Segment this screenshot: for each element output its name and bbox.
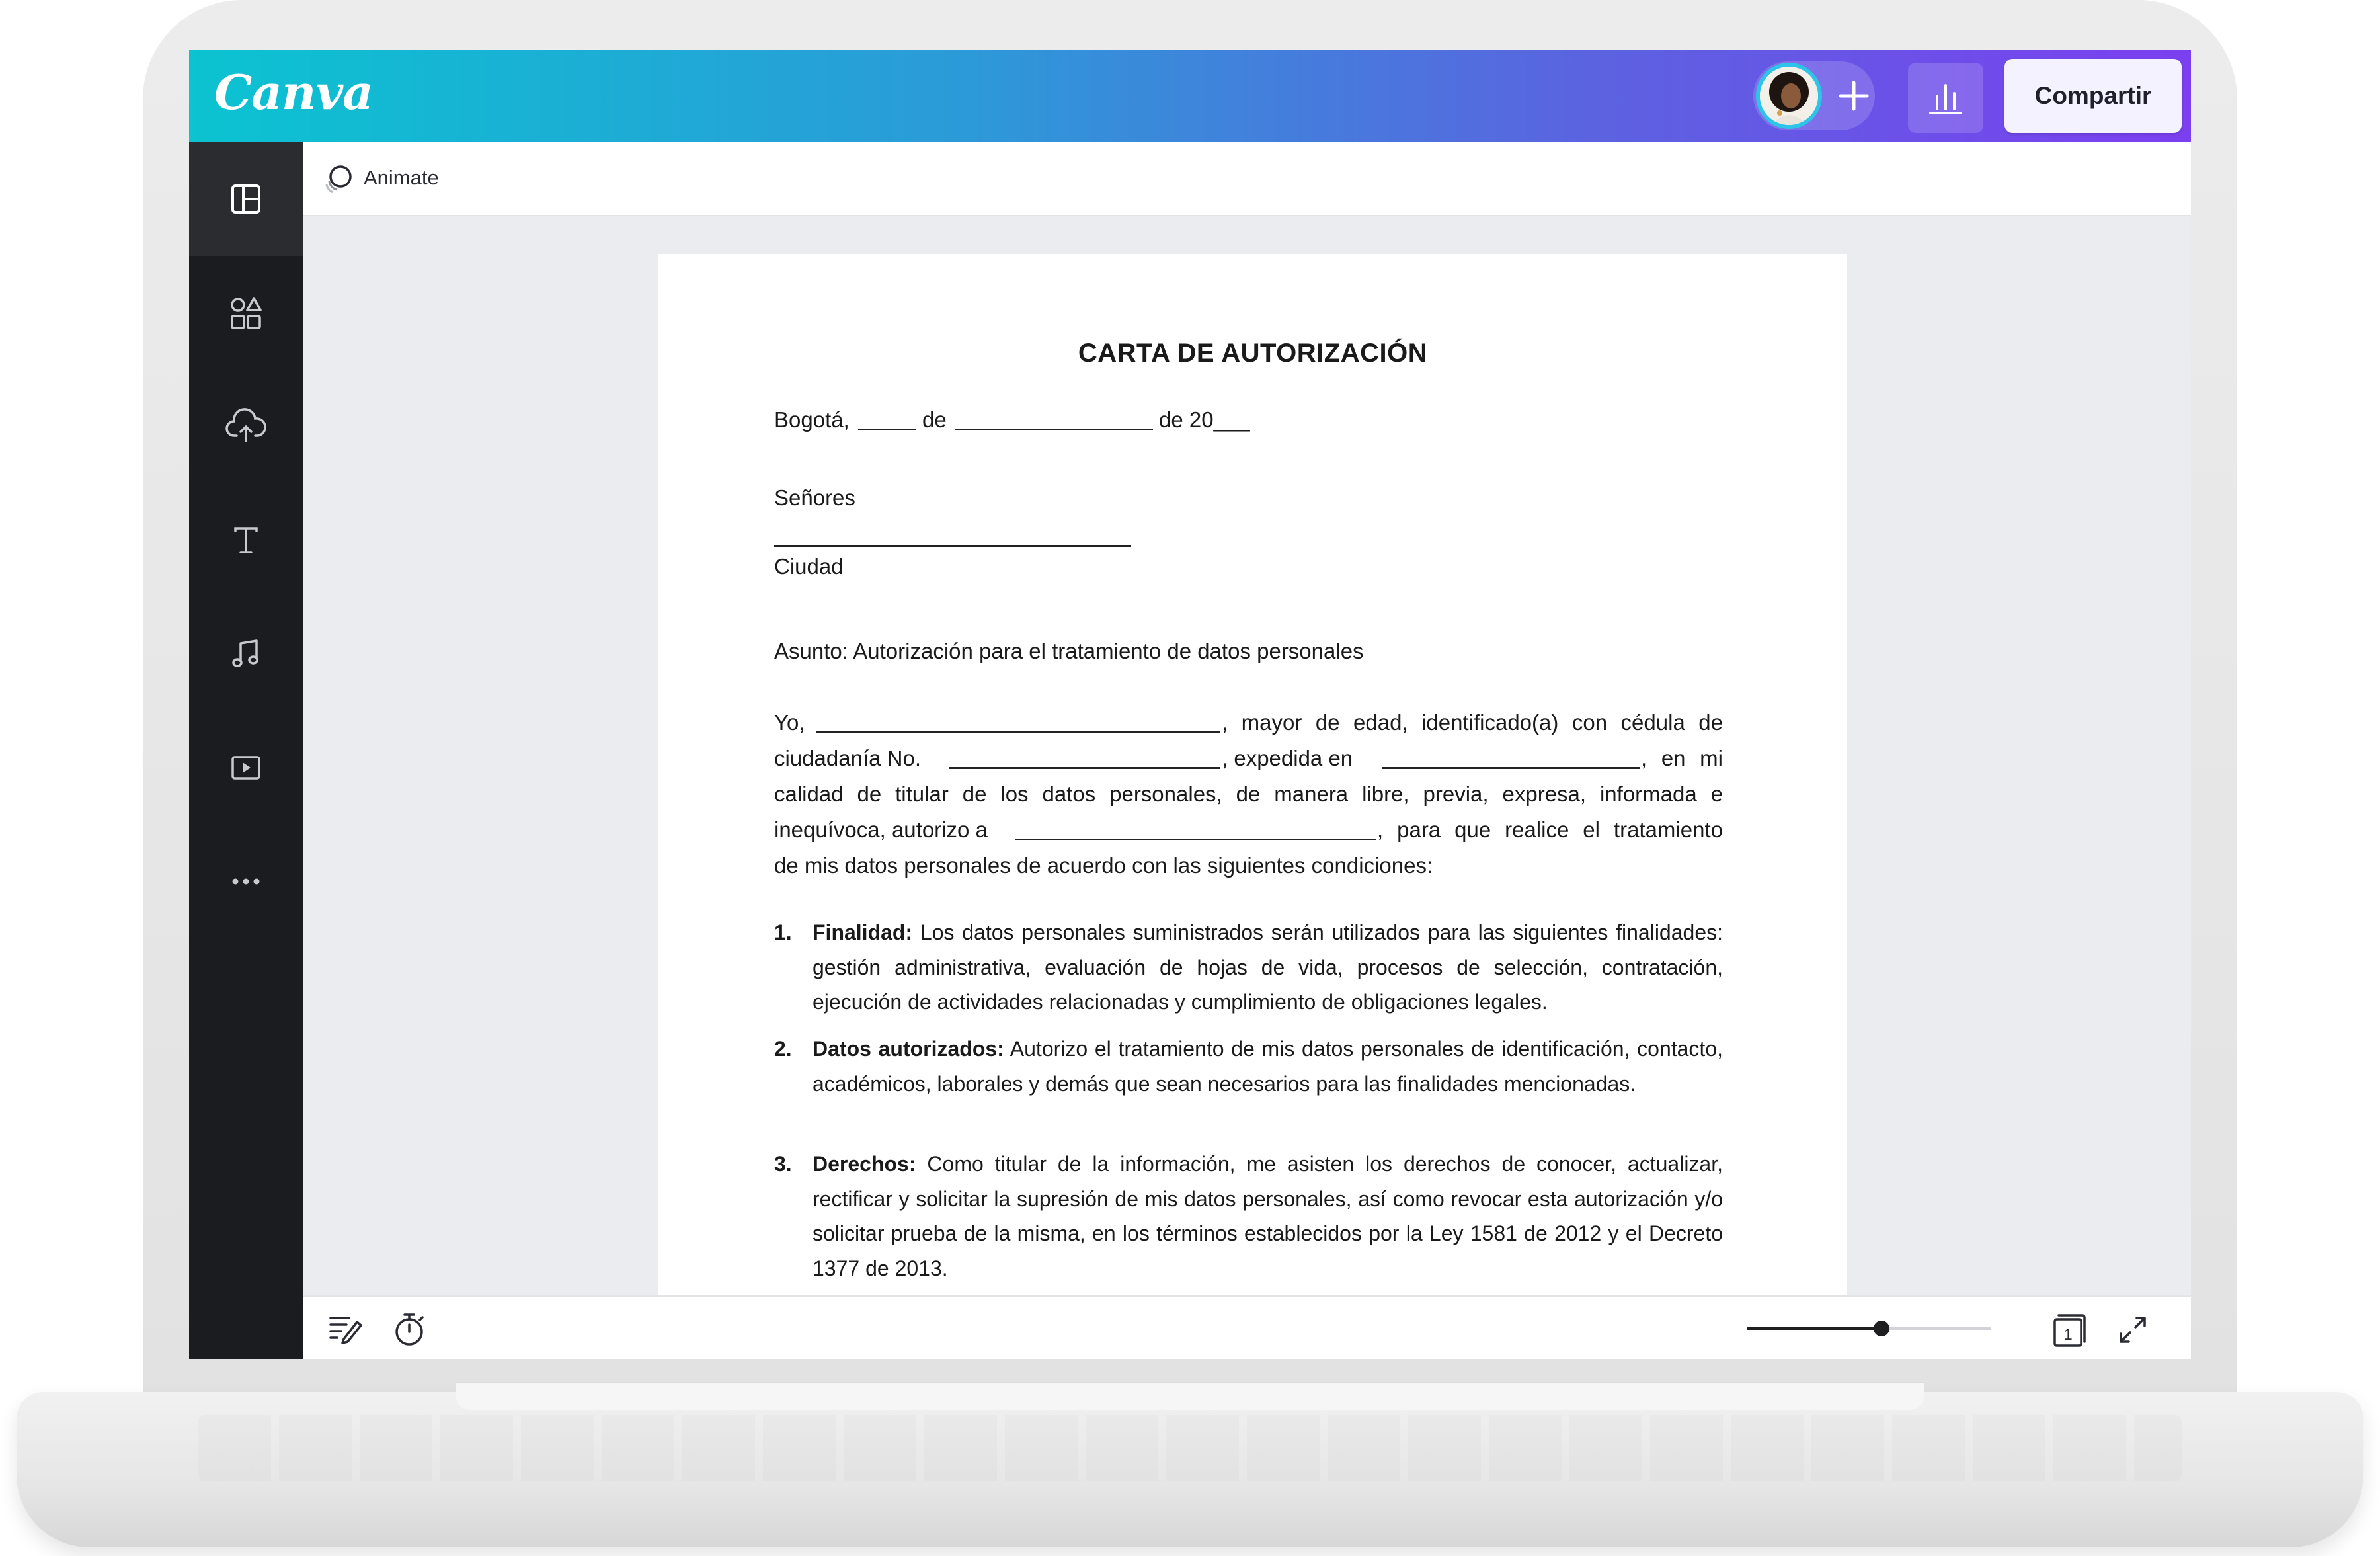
date-city: Bogotá, — [774, 407, 850, 432]
editor-toolbar — [303, 142, 2191, 216]
date-de-1: de — [922, 407, 947, 432]
intro-p8: de mis datos personales de acuerdo con las siguientes condiciones: — [774, 853, 1433, 878]
notes-icon[interactable] — [327, 1311, 364, 1346]
page-grid-icon[interactable] — [2048, 1310, 2088, 1350]
list-item — [774, 1147, 1723, 1286]
more-icon — [227, 875, 264, 888]
list-item-heading: Datos autorizados: — [813, 1037, 1004, 1061]
timer-icon[interactable] — [391, 1310, 427, 1348]
issued-in-blank — [1382, 767, 1640, 769]
intro-p5: calidad de titular de los datos personales, de manera libre, previa, expresa, informada e — [774, 782, 1723, 806]
zoom-slider-thumb[interactable] — [1874, 1321, 1889, 1336]
zoom-slider[interactable] — [1747, 1327, 1991, 1330]
audio-icon — [227, 635, 264, 673]
intro-p6: inequívoca, autorizo a — [774, 817, 988, 842]
day-blank — [858, 429, 916, 430]
sidebar-item-templates[interactable] — [189, 142, 303, 256]
sidebar-item-audio[interactable] — [189, 597, 303, 711]
recipient-label: Señores — [774, 485, 855, 510]
list-item-body — [813, 915, 1723, 1020]
intro-p7: , para que realice el tratamiento — [1377, 817, 1723, 842]
sidebar-item-elements[interactable] — [189, 256, 303, 370]
list-item-number: 1. — [774, 921, 792, 944]
list-item — [774, 1032, 1723, 1101]
list-item-number: 2. — [774, 1037, 792, 1061]
page-indicator: 1 — [2063, 1326, 2073, 1344]
intro-p2: ciudadanía No. — [774, 746, 921, 770]
list-item-text: Como titular de la información, me asisten los derechos de conocer, actualizar, rectificar y solicitar la supresión de mis datos personales, así como revocar esta autorización y/o solicitar prueba de la misma, en los términos establecidos por la Ley 1581 de 2012 y el Decreto 1377 de 2013. — [813, 1152, 1723, 1280]
name-blank — [816, 731, 1220, 733]
recipient-blank — [774, 545, 1131, 547]
sidebar-item-videos[interactable] — [189, 711, 303, 825]
laptop-keyboard — [198, 1415, 2182, 1481]
canvas-area — [303, 216, 2191, 1295]
intro-p4: , en mi — [1641, 746, 1723, 770]
top-bar — [189, 50, 2191, 142]
sidebar-item-uploads[interactable] — [189, 370, 303, 483]
entity-blank — [1015, 839, 1376, 840]
insights-button[interactable] — [1908, 63, 1983, 133]
month-blank — [955, 429, 1153, 430]
intro-p1: , mayor de edad, identificado(a) con cédula de — [1222, 710, 1723, 735]
screen — [189, 50, 2191, 1359]
intro-p3: , expedida en — [1222, 746, 1353, 770]
subject-line: Asunto: Autorización para el tratamiento de datos personales — [774, 639, 1364, 663]
intro-yo: Yo, — [774, 710, 805, 735]
list-item-heading: Derechos: — [813, 1152, 916, 1176]
canva-logo[interactable]: Canva — [214, 64, 373, 120]
sidebar — [189, 142, 303, 1359]
document-page[interactable] — [658, 254, 1847, 1295]
user-avatar[interactable] — [1756, 63, 1822, 129]
bar-chart-icon — [1908, 63, 1983, 133]
animate-button[interactable]: Animate — [364, 166, 439, 189]
zoom-slider-fill — [1747, 1327, 1882, 1330]
city-label: Ciudad — [774, 554, 844, 579]
plus-icon — [1829, 71, 1879, 121]
bottom-bar — [303, 1295, 2191, 1359]
list-item-number: 3. — [774, 1152, 792, 1176]
list-item-text: Los datos personales suministrados serán utilizados para las siguientes finalidades: gestión administrativa, evaluación de hojas de vida, procesos de selección, contratación, ejecución de actividades relacionadas y cumplimiento de obligaciones legales. — [813, 921, 1724, 1014]
elements-icon — [226, 293, 266, 333]
templates-icon — [227, 181, 264, 218]
list-item-body — [813, 1147, 1723, 1286]
id-number-blank — [949, 767, 1220, 769]
add-collaborator-button[interactable] — [1829, 71, 1879, 121]
date-de-2: de 20___ — [1159, 407, 1250, 432]
animate-icon — [321, 162, 356, 196]
document-title: CARTA DE AUTORIZACIÓN — [1078, 339, 1428, 368]
sidebar-item-text[interactable] — [189, 483, 303, 597]
share-button[interactable]: Compartir — [2004, 59, 2182, 133]
list-item-heading: Finalidad: — [813, 921, 913, 944]
list-item — [774, 915, 1723, 1020]
uploads-icon — [225, 407, 267, 446]
sidebar-item-more[interactable] — [189, 825, 303, 938]
list-item-text: Autorizo el tratamiento de mis datos personales de identificación, contacto, académicos, laborales y demás que sean necesarios para las finalidades mencionadas. — [813, 1037, 1724, 1096]
list-item-body — [813, 1032, 1723, 1101]
videos-icon — [227, 749, 264, 786]
text-icon — [227, 522, 264, 559]
fullscreen-icon[interactable] — [2114, 1311, 2151, 1348]
laptop-hinge — [456, 1382, 1924, 1410]
